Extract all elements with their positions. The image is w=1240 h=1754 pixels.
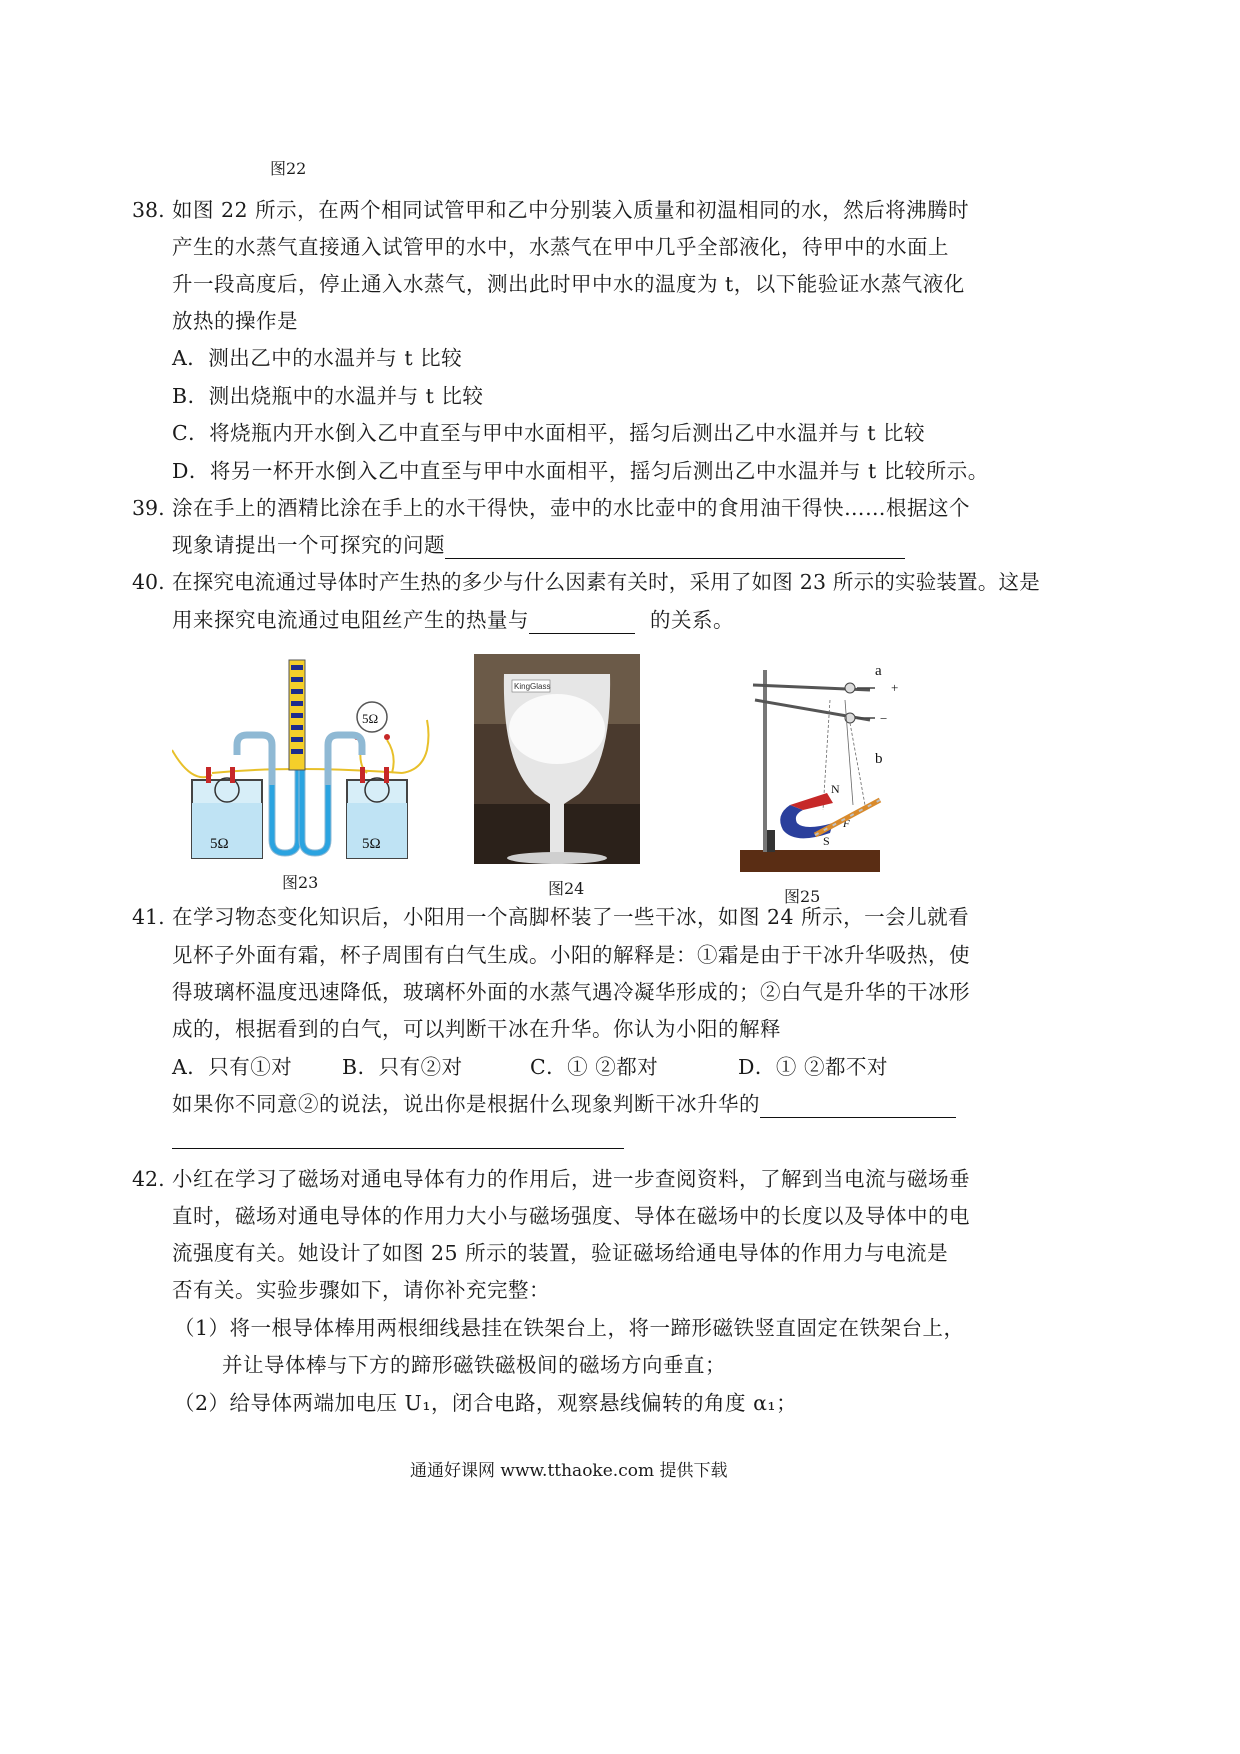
answer-blank[interactable]	[529, 611, 635, 634]
question-text: 现象请提出一个可探究的问题	[172, 533, 445, 557]
answer-blank[interactable]	[172, 1148, 624, 1149]
question-number: 39.	[132, 496, 165, 520]
question-text-line: 在学习物态变化知识后，小阳用一个高脚杯装了一些干冰，如图 24 所示，一会儿就看	[172, 905, 970, 929]
question-text-line: 如图 22 所示，在两个相同试管甲和乙中分别装入质量和初温相同的水，然后将沸腾时	[172, 198, 970, 222]
option-a: A．只有①对	[172, 1055, 293, 1079]
step-1-line: （1）将一根导体棒用两根细线悬挂在铁架台上，将一蹄形磁铁竖直固定在铁架台上，	[174, 1316, 965, 1340]
terminal-a-label: a	[875, 663, 882, 679]
option-c: C．将烧瓶内开水倒入乙中直至与甲中水面相平，摇匀后测出乙中水温并与 t 比较	[172, 421, 925, 445]
question-text-line	[172, 1090, 956, 1118]
question-text: 的关系。	[650, 608, 735, 632]
option-c: C．① ②都对	[530, 1055, 659, 1079]
plus-sign: +	[891, 680, 899, 695]
answer-blank[interactable]	[445, 536, 905, 559]
question-text: 如果你不同意②的说法，说出你是根据什么现象判断干冰升华的	[172, 1092, 760, 1116]
glass-brand-label: KingGlass	[514, 682, 551, 691]
step-1-line: 并让导体棒与下方的蹄形磁铁磁极间的磁场方向垂直；	[222, 1353, 726, 1377]
question-text-line: 流强度有关。她设计了如图 25 所示的装置，验证磁场给通电导体的作用力与电流是	[172, 1241, 949, 1265]
option-b: B．只有②对	[342, 1055, 463, 1079]
question-text-line: 得玻璃杯温度迅速降低，玻璃杯外面的水蒸气遇冷凝华形成的；②白气是升华的干冰形	[172, 980, 970, 1004]
question-text-line: 否有关。实验步骤如下，请你补充完整：	[172, 1278, 550, 1302]
question-number: 42.	[132, 1167, 165, 1191]
south-pole-label: S	[823, 834, 830, 848]
option-a: A．测出乙中的水温并与 t 比较	[172, 346, 463, 370]
page-footer: 通通好课网 www.tthaoke.com 提供下载	[410, 1461, 728, 1481]
question-text-line	[172, 531, 905, 559]
terminal-b-label: b	[875, 751, 883, 767]
resistor-left-label: 5Ω	[210, 836, 229, 852]
resistor-top-label: 5Ω	[362, 711, 379, 726]
minus-sign: −	[880, 711, 888, 726]
north-pole-label: N	[831, 782, 840, 796]
question-number: 38.	[132, 198, 165, 222]
option-d: D．① ②都不对	[738, 1055, 888, 1079]
question-text-line: 升一段高度后，停止通入水蒸气，测出此时甲中水的温度为 t，以下能验证水蒸气液化	[172, 272, 965, 296]
question-text-line	[172, 606, 734, 634]
step-2-line: （2）给导体两端加电压 U₁，闭合电路，观察悬线偏转的角度 α₁；	[174, 1391, 798, 1415]
option-d: D．将另一杯开水倒入乙中直至与甲中水面相平，摇匀后测出乙中水温并与 t 比较所示。	[172, 459, 989, 483]
figure-22-caption: 图22	[270, 159, 307, 178]
question-text-line: 在探究电流通过导体时产生热的多少与什么因素有关时，采用了如图 23 所示的实验装置。这是	[172, 570, 1040, 594]
question-text: 用来探究电流通过电阻丝产生的热量与	[172, 608, 529, 632]
force-label: F	[843, 818, 850, 830]
question-text-line: 直时，磁场对通电导体的作用力大小与磁场强度、导体在磁场中的长度以及导体中的电	[172, 1204, 970, 1228]
question-text-line: 产生的水蒸气直接通入试管甲的水中，水蒸气在甲中几乎全部液化，待甲中的水面上	[172, 235, 949, 259]
figure-24-caption: 图24	[548, 879, 585, 898]
answer-blank[interactable]	[760, 1095, 956, 1118]
figure-25-apparatus	[735, 655, 910, 885]
question-number: 41.	[132, 905, 165, 929]
figure-25-caption: 图25	[784, 887, 821, 906]
figure-23-apparatus	[172, 655, 442, 865]
option-b: B．测出烧瓶中的水温并与 t 比较	[172, 384, 484, 408]
question-text-line: 成的，根据看到的白气，可以判断干冰在升华。你认为小阳的解释	[172, 1017, 781, 1041]
question-text-line: 见杯子外面有霜，杯子周围有白气生成。小阳的解释是：①霜是由于干冰升华吸热，使	[172, 943, 970, 967]
question-number: 40.	[132, 570, 165, 594]
question-text-line: 放热的操作是	[172, 309, 298, 333]
resistor-right-label: 5Ω	[362, 836, 381, 852]
question-text-line: 涂在手上的酒精比涂在手上的水干得快，壶中的水比壶中的食用油干得快……根据这个	[172, 496, 970, 520]
figure-23-caption: 图23	[282, 873, 319, 892]
figure-24-photo	[474, 654, 640, 864]
question-text-line: 小红在学习了磁场对通电导体有力的作用后，进一步查阅资料，了解到当电流与磁场垂	[172, 1167, 970, 1191]
